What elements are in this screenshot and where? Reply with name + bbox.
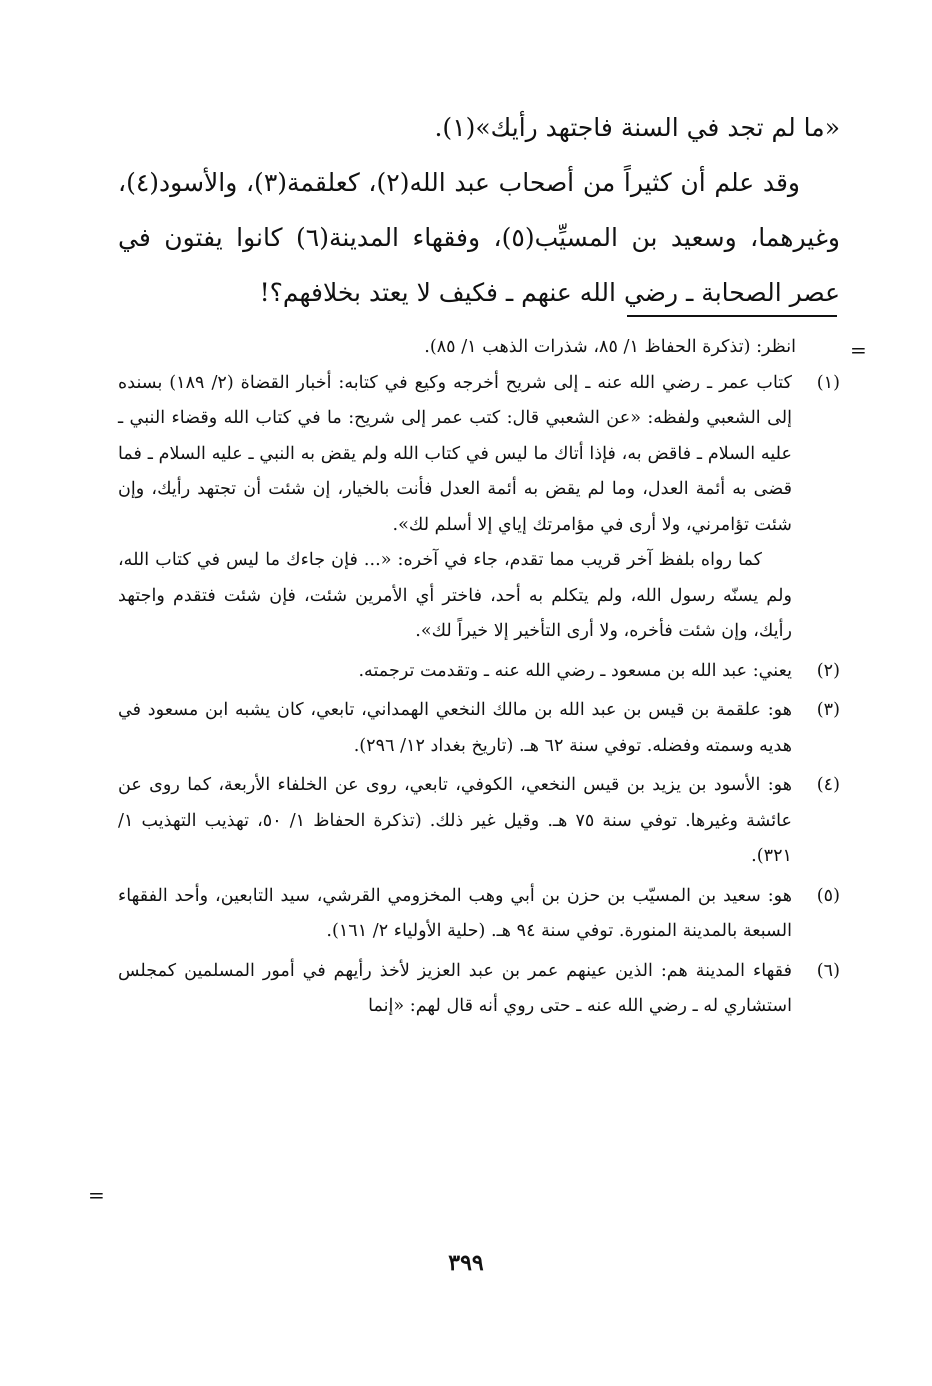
page-number: ٣٩٩ [448, 1250, 484, 1276]
footnote-3 [118, 693, 840, 764]
continuation-mark: = [850, 338, 867, 362]
footnote-5 [118, 879, 840, 950]
footnote-number: (٢) [816, 660, 840, 681]
footnote-text: يعني: عبد الله بن مسعود ـ رضي الله عنه ـ وتقدمت ترجمته. [358, 660, 792, 681]
footnote-number: (٥) [816, 885, 840, 906]
footnote-2 [118, 654, 840, 690]
footnote-4 [118, 768, 840, 875]
footnote-1 [118, 366, 840, 650]
footnote-text: هو: الأسود بن يزيد بن قيس النخعي، الكوفي، تابعي، روى عن الخلفاء الأربعة، كما روى عن عائشة وغيرها. توفي سنة ٧٥ هـ. وقيل غير ذلك. (تذكرة الحفاظ ١/ ٥٠، تهذيب التهذيب ١/ ٣٢١). [118, 775, 792, 866]
footnote-number: (٦) [816, 960, 840, 981]
footnote-text: هو: سعيد بن المسيّب بن حزن بن أبي وهب المخزومي القرشي، سيد التابعين، وأحد الفقهاء السبعة بالمدينة المنورة. توفي سنة ٩٤ هـ. (حلية الأولياء ٢/ ١٦١). [118, 885, 792, 941]
main-paragraph: وقد علم أن كثيراً من أصحاب عبد الله(٢)، كعلقمة(٣)، والأسود(٤)، وغيرهما، وسعيد بن المسيِّب(٥)، وفقهاء المدينة(٦) كانوا يفتون في عصر الصحابة ـ رضي الله عنهم ـ فكيف لا يعتد بخلافهم؟! [118, 168, 840, 307]
continuation-mark: = [88, 1183, 105, 1207]
footnote-separator [627, 315, 837, 317]
footnote-number: (٣) [816, 700, 840, 720]
quote-line: «ما لم تجد في السنة فاجتهد رأيك»(١). [434, 113, 840, 142]
main-text [118, 100, 840, 320]
footnote-continuation: انظر: (تذكرة الحفاظ ١/ ٨٥، شذرات الذهب ١/ ٨٥). [424, 337, 796, 357]
footnote-text: هو: علقمة بن قيس بن عبد الله بن مالك النخعي الهمداني، تابعي، كان يشبه ابن مسعود في هديه وسمته وفضله. توفي سنة ٦٢ هـ. (تاريخ بغداد ١٢/ ٢٩٦). [118, 700, 792, 756]
footnote-text: فقهاء المدينة هم: الذين عينهم عمر بن عبد العزيز لأخذ رأيهم في أمور المسلمين كمجلس استشاري له ـ رضي الله عنه ـ حتى روي أنه قال لهم: «إنما [118, 960, 792, 1016]
footnote-6 [118, 954, 840, 1025]
footnotes [118, 330, 840, 1029]
footnote-text: كتاب عمر ـ رضي الله عنه ـ إلى شريح أخرجه وكيع في كتابه: أخبار القضاة (٢/ ١٨٩) بسنده إلى الشعبي ولفظه: «عن الشعبي قال: كتب عمر إلى شريح: ما في كتاب الله وقضاء النبي ـ عليه السلام ـ فاقض به، فإذا أتاك ما ليس في كتاب الله ولم يقض به النبي ـ عليه السلام ـ فما قضى به أئمة العدل، وما لم يقض به أئمة العدل فأنت بالخيار، إن شئت أن تجتهد رأيك، وإن شئت تؤامرني، ولا أرى في مؤامرتك إياي إلا أسلم لك». [118, 372, 792, 535]
footnote-text: كما رواه بلفظ آخر قريب مما تقدم، جاء في آخره: «... فإن جاءك ما ليس في كتاب الله، ولم يسنّه رسول الله، ولم يتكلم به أحد، فاختر أي الأمرين شئت، فإن شئت فتقدم واجتهد رأيك، وإن شئت فأخره، ولا أرى التأخير إلا خيراً لك». [118, 550, 792, 641]
footnote-number: (٤) [816, 775, 840, 795]
footnote-number: (١) [816, 372, 840, 393]
